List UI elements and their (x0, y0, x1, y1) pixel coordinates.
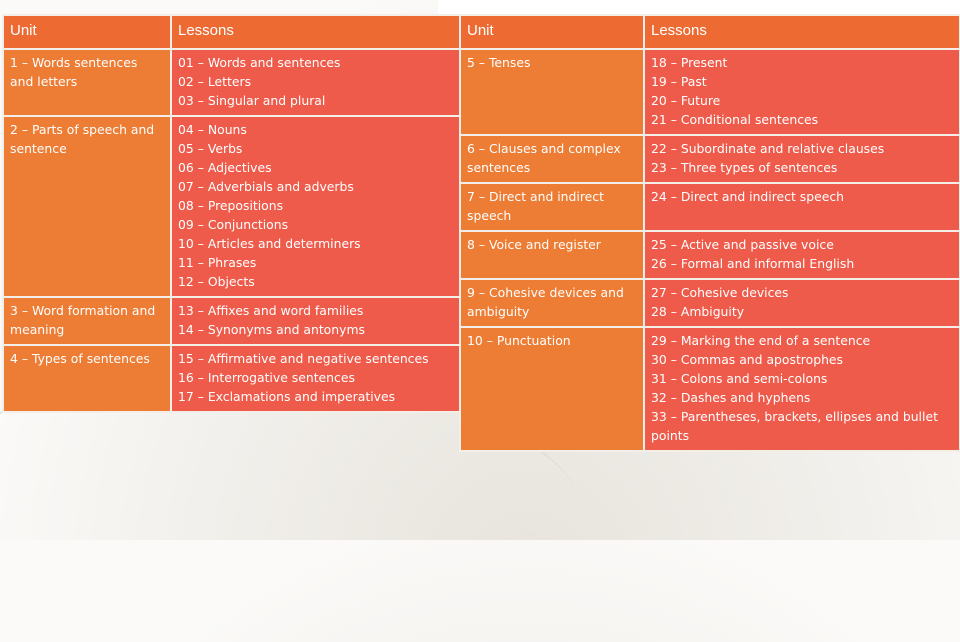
right-course-table (459, 14, 960, 452)
lesson-item: 05 – Verbs (178, 141, 243, 156)
lesson-item: 30 – Commas and apostrophes (651, 352, 844, 367)
left-unit-header: Unit (3, 15, 171, 49)
lesson-item: 32 – Dashes and hyphens (651, 390, 811, 405)
lesson-item: 23 – Three types of sentences (651, 160, 838, 175)
lessons-cell (644, 135, 960, 183)
lesson-item: 06 – Adjectives (178, 160, 272, 175)
lesson-item: 31 – Colons and semi-colons (651, 371, 828, 386)
lessons-cell (171, 49, 463, 116)
lesson-item: 29 – Marking the end of a sentence (651, 333, 871, 348)
lesson-item: 10 – Articles and determiners (178, 236, 361, 251)
lesson-item: 20 – Future (651, 93, 721, 108)
lesson-item: 09 – Conjunctions (178, 217, 289, 232)
table-row (460, 183, 960, 231)
lesson-item: 11 – Phrases (178, 255, 257, 270)
unit-cell: 2 – Parts of speech and sentence (3, 116, 171, 297)
unit-cell: 8 – Voice and register (460, 231, 644, 279)
lesson-item: 03 – Singular and plural (178, 93, 326, 108)
table-row (460, 231, 960, 279)
lesson-item: 33 – Parentheses, brackets, ellipses and bullet points (651, 409, 938, 443)
lesson-item: 08 – Prepositions (178, 198, 284, 213)
lesson-item: 24 – Direct and indirect speech (651, 189, 845, 204)
unit-cell: 10 – Punctuation (460, 327, 644, 451)
lessons-cell (644, 231, 960, 279)
lesson-item: 25 – Active and passive voice (651, 237, 834, 252)
table-row (460, 327, 960, 451)
lesson-item: 26 – Formal and informal English (651, 256, 855, 271)
table-row (3, 116, 463, 297)
lesson-item: 12 – Objects (178, 274, 255, 289)
lesson-item: 21 – Conditional sentences (651, 112, 819, 127)
lesson-item: 19 – Past (651, 74, 707, 89)
table-row (460, 279, 960, 327)
lesson-item: 18 – Present (651, 55, 728, 70)
right-unit-header: Unit (460, 15, 644, 49)
unit-cell: 9 – Cohesive devices and ambiguity (460, 279, 644, 327)
left-lessons-header: Lessons (171, 15, 463, 49)
lesson-item: 15 – Affirmative and negative sentences (178, 351, 429, 366)
table-row (3, 49, 463, 116)
left-course-table (2, 14, 464, 413)
left-header-row (3, 15, 463, 49)
unit-cell: 3 – Word formation and meaning (3, 297, 171, 345)
lesson-item: 07 – Adverbials and adverbs (178, 179, 354, 194)
lessons-cell (171, 297, 463, 345)
lesson-item: 28 – Ambiguity (651, 304, 745, 319)
lessons-cell (171, 116, 463, 297)
lesson-item: 04 – Nouns (178, 122, 247, 137)
lesson-item: 02 – Letters (178, 74, 252, 89)
unit-cell: 5 – Tenses (460, 49, 644, 135)
lesson-item: 14 – Synonyms and antonyms (178, 322, 365, 337)
table-row (460, 135, 960, 183)
lesson-item: 22 – Subordinate and relative clauses (651, 141, 885, 156)
table-row (3, 345, 463, 412)
lesson-item: 01 – Words and sentences (178, 55, 341, 70)
unit-cell: 1 – Words sentences and letters (3, 49, 171, 116)
right-lessons-header: Lessons (644, 15, 960, 49)
lessons-cell (644, 183, 960, 231)
unit-cell: 4 – Types of sentences (3, 345, 171, 412)
unit-cell: 6 – Clauses and complex sentences (460, 135, 644, 183)
lesson-item: 16 – Interrogative sentences (178, 370, 355, 385)
lessons-cell (644, 49, 960, 135)
lesson-item: 13 – Affixes and word families (178, 303, 364, 318)
lessons-cell (644, 279, 960, 327)
lesson-item: 27 – Cohesive devices (651, 285, 789, 300)
lesson-item: 17 – Exclamations and imperatives (178, 389, 396, 404)
unit-cell: 7 – Direct and indirect speech (460, 183, 644, 231)
right-header-row (460, 15, 960, 49)
lessons-cell (644, 327, 960, 451)
lessons-cell (171, 345, 463, 412)
table-row (460, 49, 960, 135)
background-strip (438, 0, 960, 14)
table-row (3, 297, 463, 345)
